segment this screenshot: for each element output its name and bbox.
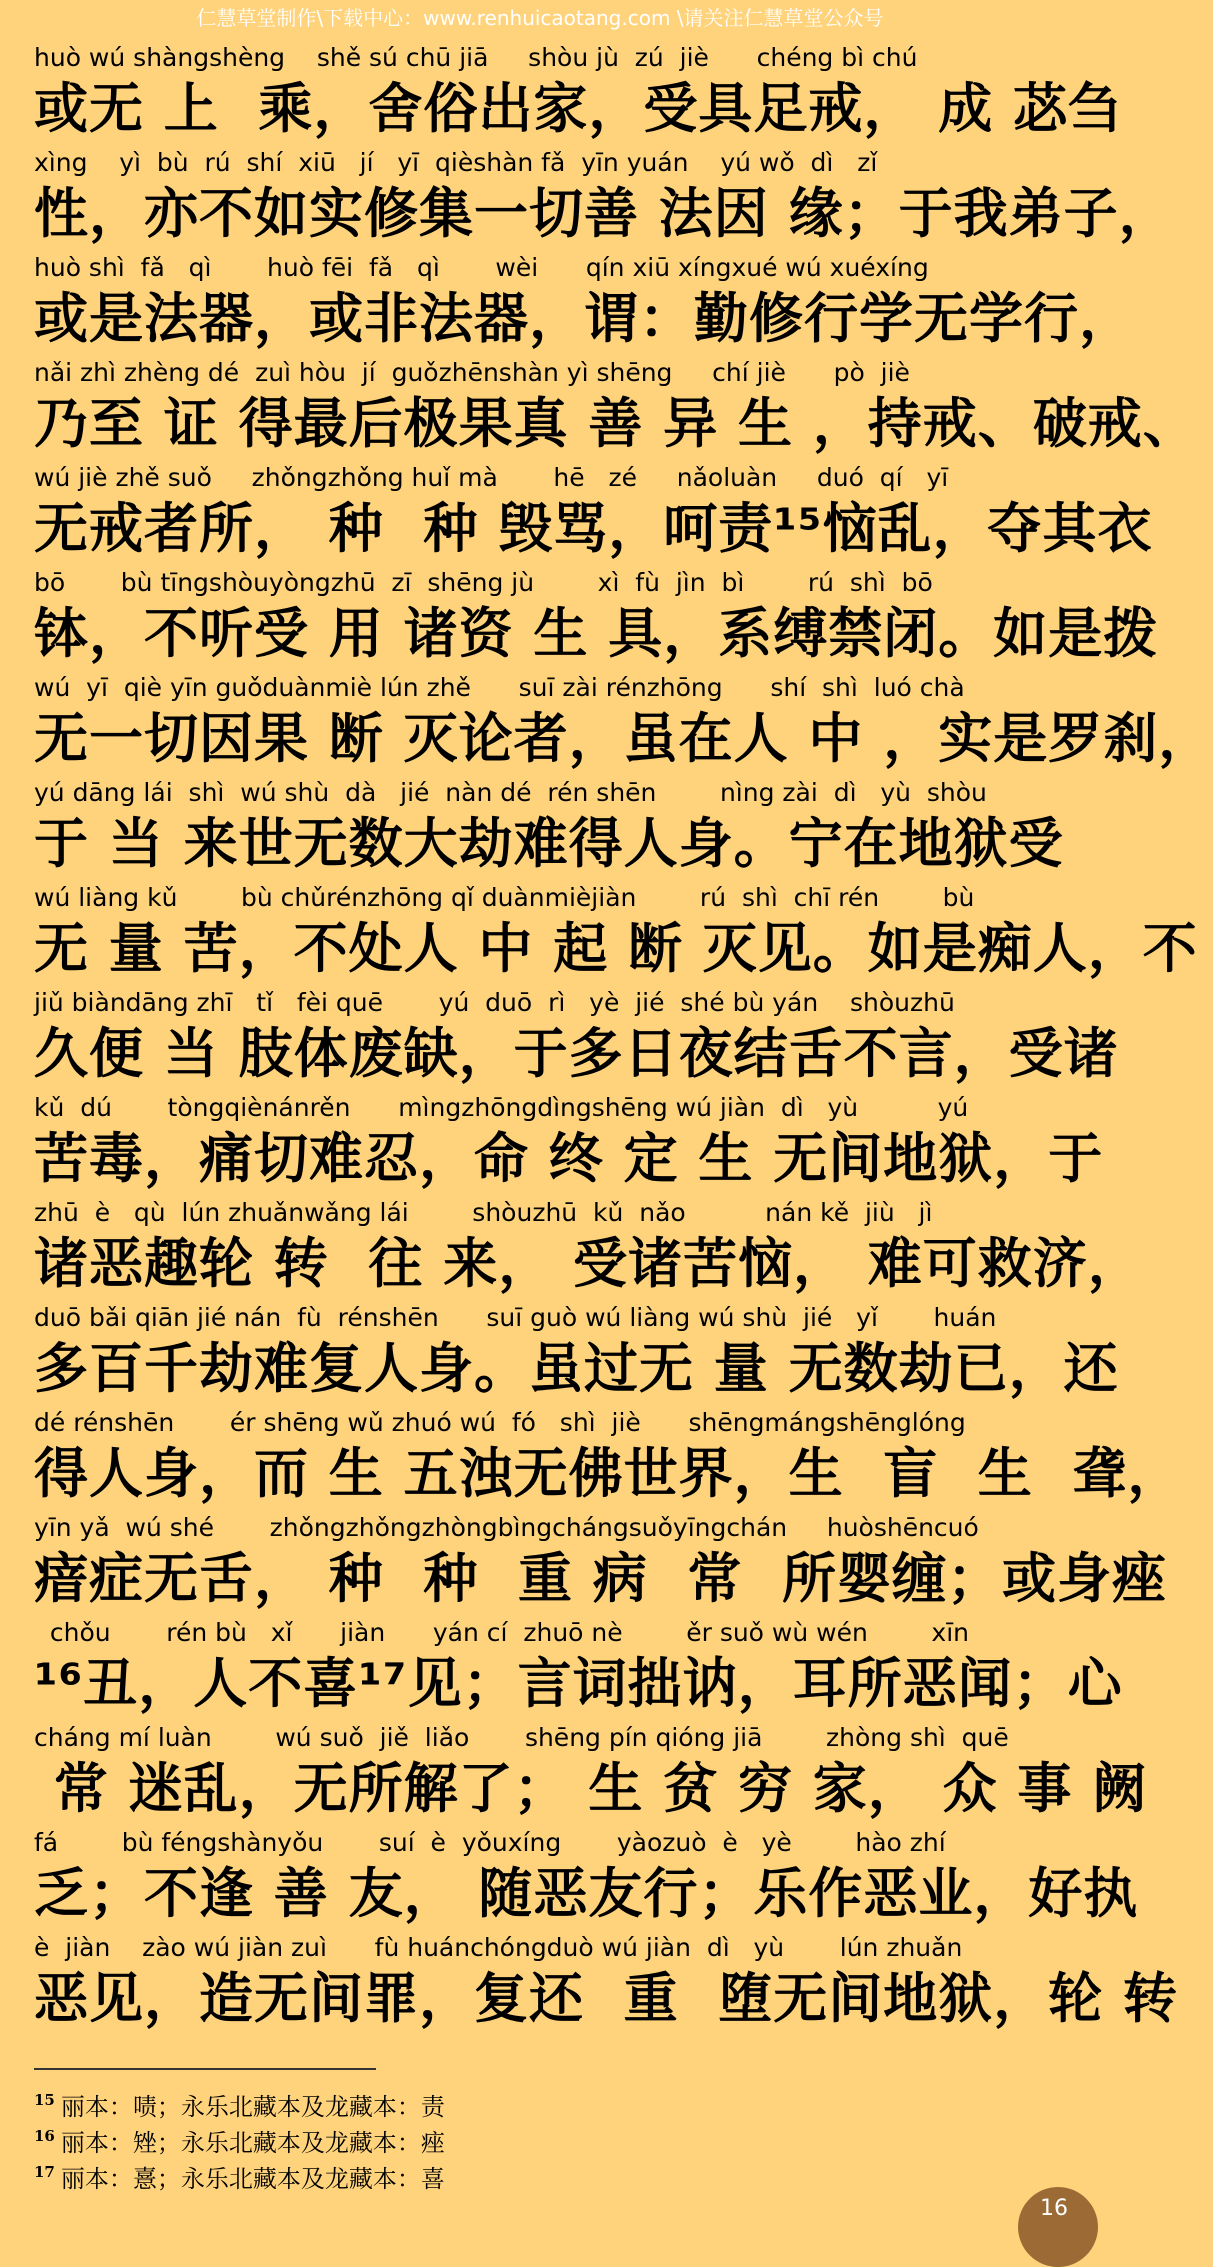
pinyin-row: wú liàng kǔ bù chǔrénzhōng qǐ duànmièjiàn rú shì chī rén bù [34,883,975,912]
verse-line [34,458,1153,563]
verse-line [34,1403,1183,1508]
pinyin-row: zhū è qù lún zhuǎnwǎng lái shòuzhū kǔ nǎo nán kě jiù jì [34,1198,933,1227]
hanzi-row: 乃至 证 得最后极果真 善 异 生 ，持戒、破戒、 [34,392,1198,455]
pinyin-row: dé rénshēn ér shēng wǔ zhuó wú fó shì jiè shēngmángshēnglóng [34,1408,966,1437]
pinyin-row: jiǔ biàndāng zhī tǐ fèi quē yú duō rì yè jié shé bù yán shòuzhū [34,988,955,1017]
verse-line [34,878,1198,983]
verse-line [34,1718,1148,1823]
footnote-text: 丽本：憙；永乐北藏本及龙藏本：喜 [60,2165,445,2193]
footnotes [34,2082,834,2193]
footnote-text: 丽本：啧；永乐北藏本及龙藏本：责 [60,2093,445,2121]
footnote-number: 15 [34,2091,55,2109]
hanzi-row: 乏；不逢 善 友， 随恶友行；乐作恶业，好执 [34,1862,1139,1925]
hanzi-row: 无 量 苦，不处人 中 起 断 灭见。如是痴人，不 [34,917,1198,980]
verse-line [34,1613,1123,1718]
footnote-text: 丽本：矬；永乐北藏本及龙藏本：痤 [60,2129,445,2157]
footnote-number: 17 [34,2163,55,2181]
pinyin-row: yīn yǎ wú shé zhǒngzhǒngzhòngbìngchángsuǒyīngchán huòshēncuó [34,1513,979,1542]
pinyin-row: è jiàn zào wú jiàn zuì fù huánchóngduò wú jiàn dì yù lún zhuǎn [34,1933,963,1962]
verse-line [34,1823,1139,1928]
verse-line [34,668,1213,773]
source-header: 仁慧草堂制作\下载中心：www.renhuicaotang.com \请关注仁慧草堂公众号 [196,6,884,30]
pinyin-row: wú jiè zhě suǒ zhǒngzhǒng huǐ mà hē zé nǎoluàn duó qí yī [34,463,949,492]
hanzi-row: 苦毒，痛切难忍，命 终 定 生 无间地狱，于 [34,1127,1104,1190]
pinyin-row: duō bǎi qiān jié nán fù rénshēn suī guò wú liàng wú shù jié yǐ huán [34,1303,997,1332]
verse-line [34,983,1119,1088]
verse-line [34,1508,1167,1613]
hanzi-row: 多百千劫难复人身。虽过无 量 无数劫已，还 [34,1337,1119,1400]
pinyin-row: fá bù féngshànyǒu suí è yǒuxíng yàozuò è yè hào zhí [34,1828,946,1857]
verse-line [34,773,1064,878]
footnote [34,2154,834,2193]
footnote-divider [34,2068,376,2070]
verse-line [34,353,1198,458]
pinyin-row: chǒu rén bù xǐ jiàn yán cí zhuō nè ěr suǒ wù wén xīn [34,1618,969,1647]
hanzi-row: 钵，不听受 用 诸资 生 具，系缚禁闭。如是拨 [34,602,1159,665]
hanzi-row: 于 当 来世无数大劫难得人身。宁在地狱受 [34,812,1064,875]
verse-line [34,563,1159,668]
footnote [34,2082,834,2121]
pinyin-row: kǔ dú tòngqiènánrěn mìngzhōngdìngshēng wú jiàn dì yù yú [34,1093,969,1122]
hanzi-row: 瘖症无舌， 种 种 重 病 常 所婴缠；或身痤 [34,1547,1167,1610]
verse-line [34,1088,1104,1193]
scripture-body [34,38,1213,2033]
verse-line [34,1193,1143,1298]
page-number-badge: 16 [1018,2187,1098,2267]
footnote [34,2118,834,2157]
pinyin-row: xìng yì bù rú shí xiū jí yī qièshàn fǎ yīn yuán yú wǒ dì zǐ [34,148,878,177]
pinyin-row: cháng mí luàn wú suǒ jiě liǎo shēng pín qióng jiā zhòng shì quē [34,1723,1009,1752]
pinyin-row: huò shì fǎ qì huò fēi fǎ qì wèi qín xiū xíngxué wú xuéxíng [34,253,929,282]
verse-line [34,1928,1178,2033]
pinyin-row: nǎi zhì zhèng dé zuì hòu jí guǒzhēnshàn yì shēng chí jiè pò jiè [34,358,910,387]
hanzi-row: 或是法器，或非法器，谓：勤修行学无学行， [34,287,1134,350]
pinyin-row: huò wú shàngshèng shě sú chū jiā shòu jù zú jiè chéng bì chú [34,43,918,72]
hanzi-row: 性，亦不如实修集一切善 法因 缘；于我弟子， [34,182,1174,245]
hanzi-row: ¹⁶丑，人不喜¹⁷见；言词拙讷，耳所恶闻；心 [34,1652,1123,1715]
pinyin-row: wú yī qiè yīn guǒduànmiè lún zhě suī zài rénzhōng shí shì luó chà [34,673,965,702]
hanzi-row: 或无 上 乘，舍俗出家，受具足戒， 成 苾刍 [34,77,1123,140]
hanzi-row: 常 迷乱，无所解了； 生 贫 穷 家， 众 事 阙 [34,1757,1148,1820]
verse-line [34,1298,1119,1403]
hanzi-row: 无一切因果 断 灭论者，虽在人 中 ，实是罗刹， [34,707,1213,770]
hanzi-row: 诸恶趣轮 转 往 来， 受诸苦恼， 难可救济， [34,1232,1143,1295]
hanzi-row: 得人身，而 生 五浊无佛世界，生 盲 生 聋， [34,1442,1183,1505]
hanzi-row: 久便 当 肢体废缺，于多日夜结舌不言，受诸 [34,1022,1119,1085]
pinyin-row: bō bù tīngshòuyòngzhū zī shēng jù xì fù jìn bì rú shì bō [34,568,933,597]
verse-line [34,248,1134,353]
hanzi-row: 恶见，造无间罪，复还 重 堕无间地狱，轮 转 [34,1967,1178,2030]
footnote-number: 16 [34,2127,55,2145]
hanzi-row: 无戒者所， 种 种 毁骂，呵责¹⁵恼乱，夺其衣 [34,497,1153,560]
verse-line [34,143,1174,248]
pinyin-row: yú dāng lái shì wú shù dà jié nàn dé rén shēn nìng zài dì yù shòu [34,778,987,807]
verse-line [34,38,1123,143]
